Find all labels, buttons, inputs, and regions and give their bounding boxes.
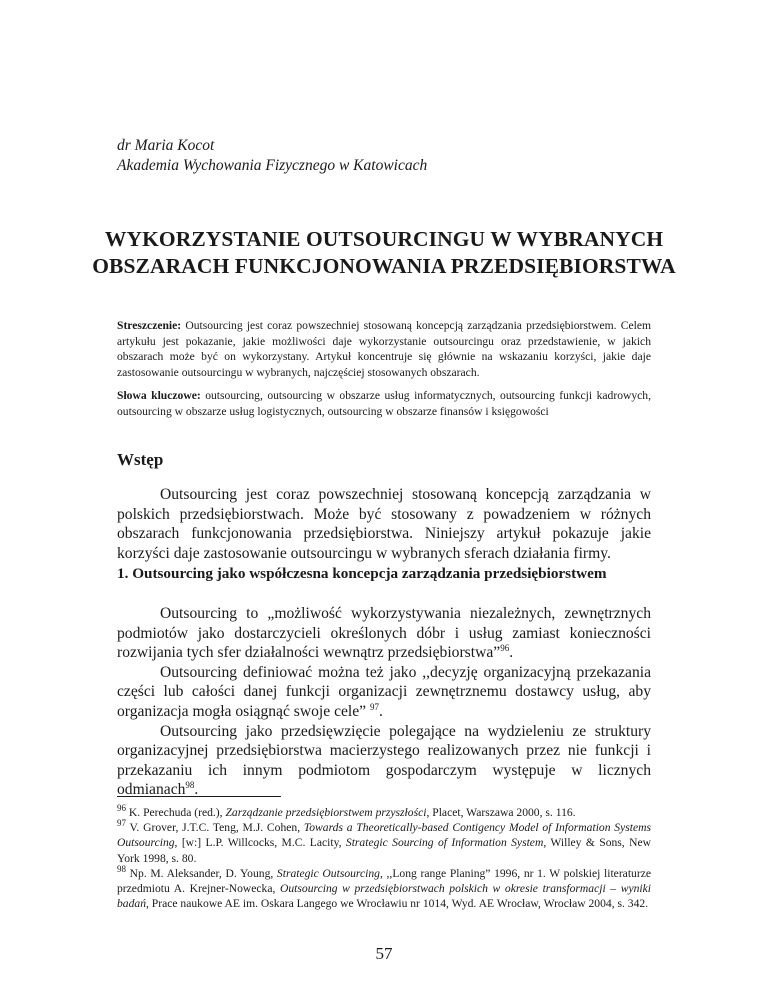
abstract [117,318,651,380]
author-name: dr Maria Kocot [117,137,215,154]
section-1-paragraph-3: Outsourcing jako przedsięwzięcie polegające na wydzieleniu ze struktury organizacyjnej przedsiębiorstwa macierzystego realizowanych przez nie funkcji i przekazaniu ich innym podmiotom gospodarczym występuje w licznych odmianach$^{98}$. [117,722,651,799]
section-1-body [117,604,651,800]
footnotes [117,805,651,911]
section-1-paragraph-1: Outsourcing to „możliwość wykorzystywania niezależnych, zewnętrznych podmiotów jako dostarczycieli określonych dóbr i usług zamiast konieczności rozwijania tych sfer działalności wewnątrz przedsiębiorstwa”$^{96}$. [117,605,651,662]
footnote-ref-98[interactable]: 98 [185,780,195,791]
keywords [117,388,651,419]
footnote-98: $^{98}$ Np. M. Aleksander, D. Young, Strategic Outsourcing, ,,Long range Planing” 1996, nr 1. W polskiej literaturze przedmiotu A. Krejner-Nowecka, Outsourcing w przedsiębiorstwach polskich w okresie transformacji – wyniki badań, Prace naukowe AE im. Oskara Langego we Wrocławiu nr 1014, Wyd. AE Wrocław, Wrocław 2004, s. 342. [117,863,652,911]
footnote-96: $^{96}$ K. Perechuda (red.), Zarządzanie przedsiębiorstwem przyszłości, Placet, Warszawa 2000, s. 116. [117,803,576,819]
section-1-paragraph-2: Outsourcing definiować można też jako ,,decyzję organizacyjną przekazania części lub całości danej funkcji organizacji zewnętrznemu dostawcy usług, aby organizacja mogła osiągnąć swoje cele” $^{97}$. [117,663,651,720]
keywords-text: outsourcing, outsourcing w obszarze usług informatycznych, outsourcing funkcji kadrowych, outsourcing w obszarze usług logistycznych, outsourcing w obszarze finansów i księgowości [117,389,651,418]
abstract-text: Outsourcing jest coraz powszechniej stosowaną koncepcją zarządzania przedsiębiorstwem. Celem artykułu jest pokazanie, jakie możliwości daje wykorzystanie outsourcingu oraz przedstawienie, w jakich obszarach może być on wykorzystany. Artykuł koncentruje się głównie na wskazaniu korzyści, jakie daje zastosowanie outsourcingu w wybranych, najczęściej stosowanych obszarach. [117,319,651,379]
footnote-ref-97[interactable]: 97 [370,701,379,712]
title-line-2: OBSZARACH FUNKCJONOWANIA PRZEDSIĘBIORSTWA [92,254,676,278]
page-number: 57 [375,944,393,963]
abstract-label: Streszczenie: [117,319,182,332]
author-affiliation: Akademia Wychowania Fizycznego w Katowicach [117,157,428,174]
footnote-ref-96[interactable]: 96 [500,643,510,653]
article-title [80,226,688,280]
footnote-divider [117,796,281,797]
keywords-label: Słowa kluczowe: [117,389,201,402]
intro-heading: Wstęp [117,450,164,469]
author-block [117,136,427,176]
section-1-heading: 1. Outsourcing jako współczesna koncepcja zarządzania przedsiębiorstwem [117,565,607,582]
footnote-97: $^{97}$ V. Grover, J.T.C. Teng, M.J. Cohen, Towards a Theoretically-based Contigency Model of Information Systems Outsourcing, [w:] L.P. Willcocks, M.C. Lacity, Strategic Sourcing of Information System, Willey & Sons, New York 1998, s. 80. [117,818,651,865]
intro-paragraph: Outsourcing jest coraz powszechniej stosowaną koncepcją zarządzania w polskich przedsiębiorstwach. Może być stosowany z powadzeniem w różnych obszarach funkcjonowania przedsiębiorstwa. Niniejszy artykuł pokazuje jakie korzyści daje zastosowanie outsourcingu w wybranych sferach działania firmy. [117,486,651,562]
title-line-1: WYKORZYSTANIE OUTSOURCINGU W WYBRANYCH [104,227,664,251]
